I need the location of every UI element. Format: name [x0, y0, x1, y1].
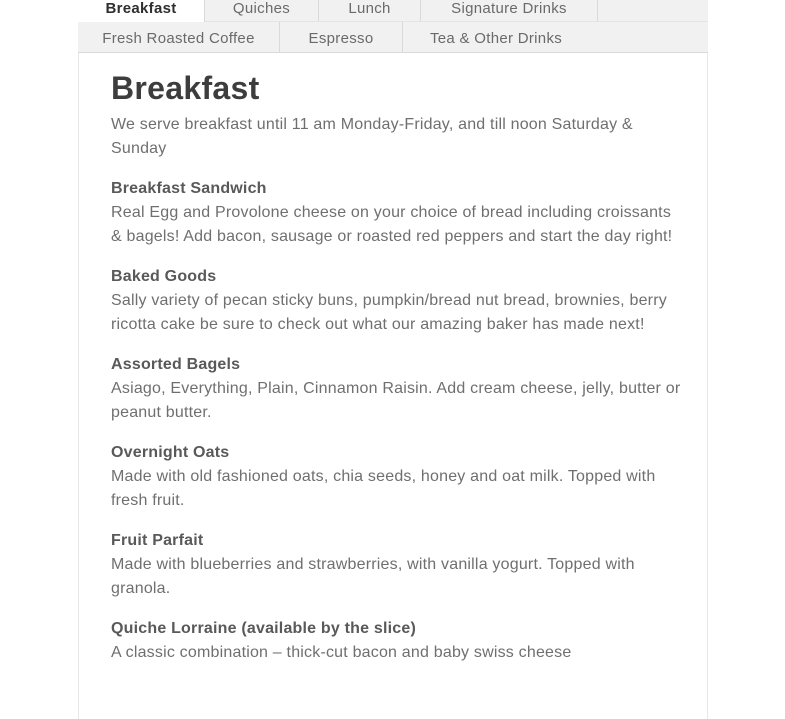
page-title: Breakfast — [111, 70, 260, 106]
tab-label: Signature Drinks — [451, 0, 567, 17]
tab-lunch[interactable] — [319, 0, 421, 21]
menu-item-breakfast-sandwich — [111, 177, 681, 249]
item-name: Baked Goods — [111, 268, 217, 285]
item-description: Sally variety of pecan sticky buns, pumpkin/bread nut bread, brownies, berry ricotta cake be sure to check out what our amazing baker has made next! — [111, 292, 667, 333]
tab-fresh-roasted-coffee[interactable] — [78, 22, 280, 52]
menu-tab-bar-row-1 — [78, 0, 708, 22]
item-name: Fruit Parfait — [111, 532, 204, 549]
tab-bar-filler — [589, 22, 708, 52]
item-name: Assorted Bagels — [111, 356, 241, 373]
tab-tea-other-drinks[interactable] — [403, 22, 589, 52]
tab-breakfast[interactable] — [78, 0, 205, 22]
menu-widget — [78, 0, 708, 719]
tab-label: Tea & Other Drinks — [429, 30, 563, 47]
item-name: Quiche Lorraine (available by the slice) — [111, 620, 416, 637]
tab-label: Lunch — [348, 0, 391, 17]
intro-text: We serve breakfast until 11 am Monday-Friday, and till noon Saturday & Sunday — [111, 116, 633, 157]
item-name: Overnight Oats — [111, 444, 230, 461]
item-description: A classic combination – thick-cut bacon and baby swiss cheese — [111, 644, 572, 661]
menu-item-baked-goods — [111, 265, 681, 337]
tab-label: Quiches — [232, 0, 291, 17]
menu-item-assorted-bagels — [111, 353, 681, 425]
content-panel — [78, 53, 708, 719]
item-description: Asiago, Everything, Plain, Cinnamon Raisin. Add cream cheese, jelly, butter or peanut butter. — [111, 380, 681, 421]
item-description: Made with old fashioned oats, chia seeds, honey and oat milk. Topped with fresh fruit. — [111, 468, 656, 509]
menu-item-quiche-lorraine — [111, 617, 681, 665]
tab-signature-drinks[interactable] — [421, 0, 598, 21]
tab-label: Breakfast — [105, 0, 177, 17]
item-name: Breakfast Sandwich — [111, 180, 267, 197]
item-description: Real Egg and Provolone cheese on your choice of bread including croissants & bagels! Add bacon, sausage or roasted red peppers and start the day right! — [111, 204, 673, 245]
tab-bar-filler — [598, 0, 708, 21]
tab-label: Fresh Roasted Coffee — [102, 30, 255, 47]
tab-quiches[interactable] — [205, 0, 319, 21]
menu-item-overnight-oats — [111, 441, 681, 513]
menu-tab-bar-row-2 — [78, 22, 708, 53]
tab-label: Espresso — [308, 30, 374, 47]
menu-item-fruit-parfait — [111, 529, 681, 601]
tab-espresso[interactable] — [280, 22, 403, 52]
item-description: Made with blueberries and strawberries, with vanilla yogurt. Topped with granola. — [111, 556, 635, 597]
